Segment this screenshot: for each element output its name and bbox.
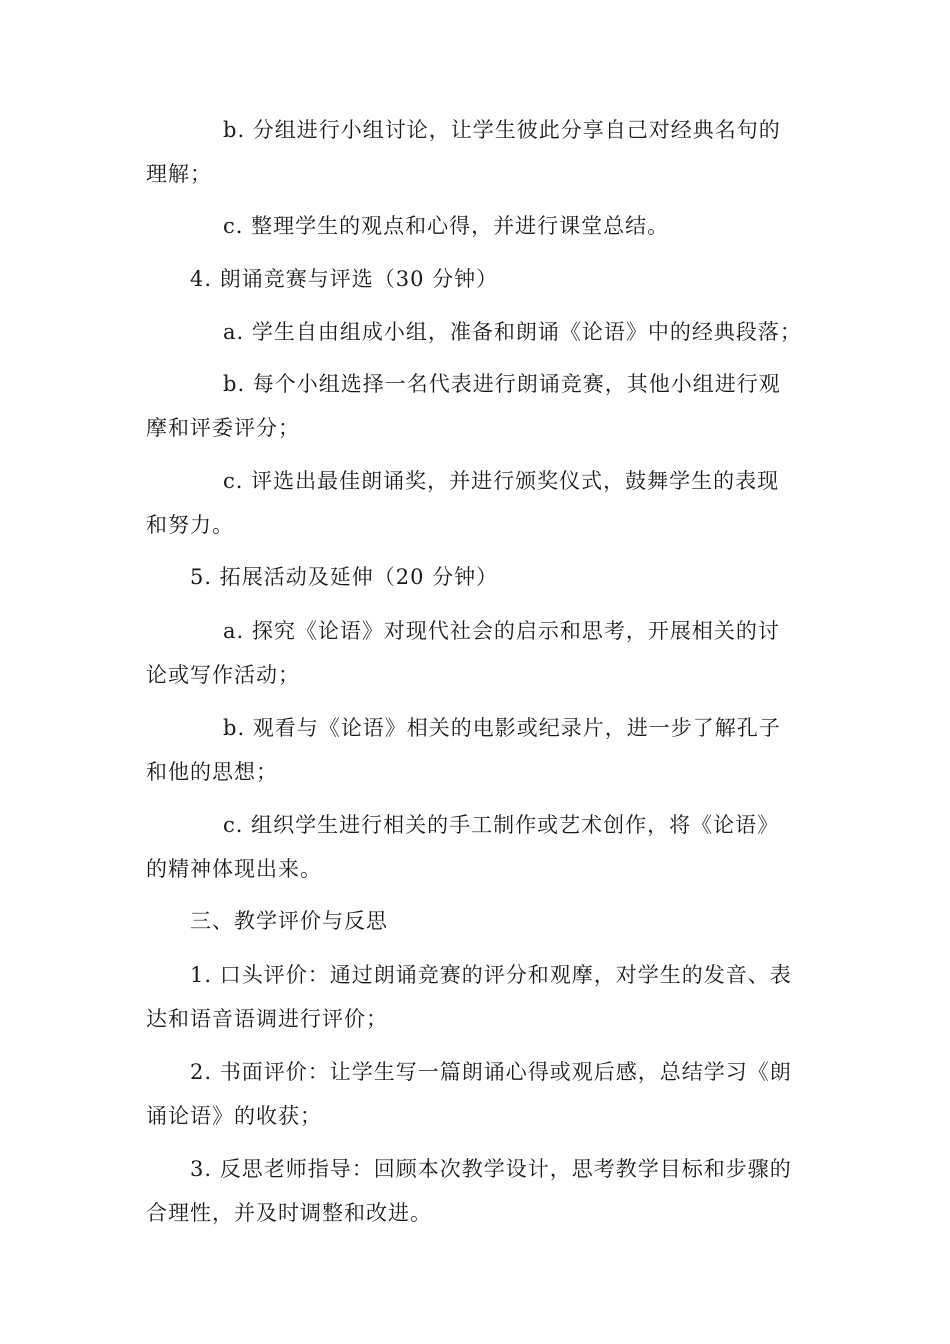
paragraph-c-craft-line1: c. 组织学生进行相关的手工制作或艺术创作，将《论语》 (223, 813, 780, 837)
section-3-heading: 三、教学评价与反思 (190, 909, 388, 933)
section-5-heading: 5. 拓展活动及延伸（20 分钟） (190, 565, 499, 589)
paragraph-b-competition-line1: b. 每个小组选择一名代表进行朗诵竞赛，其他小组进行观 (223, 372, 781, 396)
paragraph-1-oral-line2: 达和语音语调进行评价； (146, 1007, 388, 1031)
paragraph-a-explore-line1: a. 探究《论语》对现代社会的启示和思考，开展相关的讨 (223, 619, 780, 643)
paragraph-c-summary: c. 整理学生的观点和心得，并进行课堂总结。 (223, 214, 670, 238)
paragraph-1-oral-line1: 1. 口头评价：通过朗诵竞赛的评分和观摩，对学生的发音、表 (190, 963, 792, 987)
paragraph-a-recitation: a. 学生自由组成小组，准备和朗诵《论语》中的经典段落； (223, 320, 802, 344)
paragraph-c-award-line2: 和努力。 (146, 513, 234, 537)
paragraph-2-written-line1: 2. 书面评价：让学生写一篇朗诵心得或观后感，总结学习《朗 (190, 1060, 792, 1084)
paragraph-2-written-line2: 诵论语》的收获； (146, 1104, 322, 1128)
paragraph-b-competition-line2: 摩和评委评分； (146, 416, 300, 440)
paragraph-b-discussion-line2: 理解； (146, 162, 212, 186)
section-4-heading: 4. 朗诵竞赛与评选（30 分钟） (190, 267, 499, 291)
paragraph-a-explore-line2: 论或写作活动； (146, 663, 300, 687)
paragraph-b-film-line2: 和他的思想； (146, 760, 278, 784)
paragraph-b-film-line1: b. 观看与《论语》相关的电影或纪录片，进一步了解孔子 (223, 716, 781, 740)
paragraph-3-reflection-line1: 3. 反思老师指导：回顾本次教学设计，思考教学目标和步骤的 (190, 1157, 792, 1181)
paragraph-b-discussion-line1: b. 分组进行小组讨论，让学生彼此分享自己对经典名句的 (223, 118, 781, 142)
paragraph-c-craft-line2: 的精神体现出来。 (146, 857, 322, 881)
paragraph-c-award-line1: c. 评选出最佳朗诵奖，并进行颁奖仪式，鼓舞学生的表现 (223, 469, 780, 493)
paragraph-3-reflection-line2: 合理性，并及时调整和改进。 (146, 1201, 432, 1225)
